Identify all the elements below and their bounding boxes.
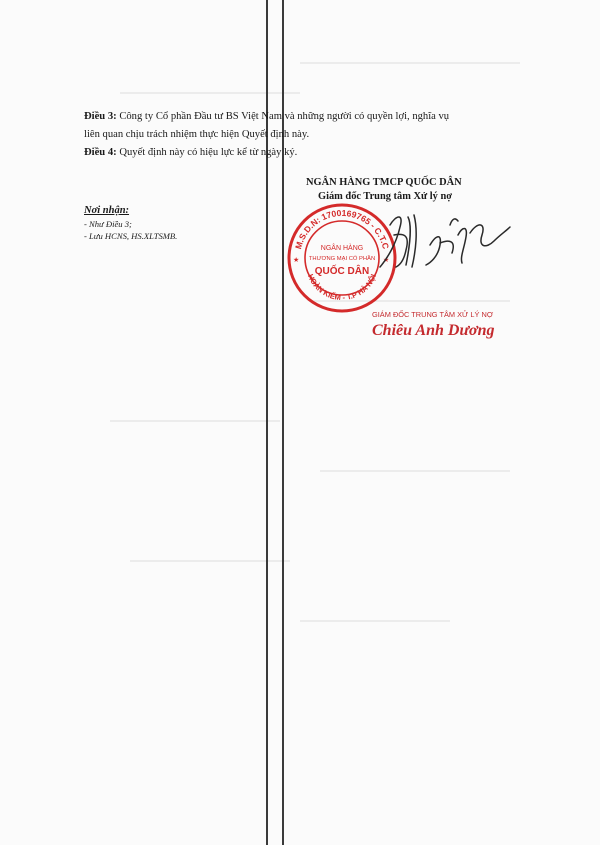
signer-name: Chiêu Anh Dương [372,322,495,339]
svg-text:QUỐC DÂN: QUỐC DÂN [314,266,370,277]
recipients-title: Nơi nhận: [84,205,130,216]
svg-text:★: ★ [383,256,390,264]
fold-line-right [282,0,284,845]
show-through-line [110,420,280,422]
svg-text:HOÀN KIẾM - T.P HÀ NỘI: HOÀN KIẾM - T.P HÀ NỘI [305,272,379,303]
article-4-label: Điều 4: [84,147,117,158]
article-3-line-1 [84,110,449,124]
article-4 [84,146,297,160]
svg-text:★: ★ [293,256,300,264]
signer-title: GIÁM ĐỐC TRUNG TÂM XỬ LÝ NỢ [372,310,494,319]
show-through-line [300,62,520,64]
article-3-text: Công ty Cổ phần Đầu tư BS Việt Nam và những người có quyền lợi, nghĩa vụ [116,111,450,122]
article-4-text: Quyết định này có hiệu lực kể từ ngày ký. [116,147,298,158]
organization-name: NGÂN HÀNG TMCP QUỐC DÂN [306,177,462,188]
signer-role: Giám đốc Trung tâm Xử lý nợ [318,191,452,202]
svg-text:THƯƠNG MẠI CỔ PHẦN: THƯƠNG MẠI CỔ PHẦN [308,256,376,262]
show-through-line [120,92,300,94]
svg-text:NGÂN HÀNG: NGÂN HÀNG [320,245,364,252]
article-3-label: Điều 3: [84,111,117,122]
recipient-item: - Như Điều 3; [84,219,132,229]
fold-line-left [266,0,268,845]
handwritten-signature [360,205,525,285]
show-through-line [300,620,450,622]
show-through-line [320,470,510,472]
recipient-item: - Lưu HCNS, HS.XLTSMB. [84,231,178,241]
svg-text:M.S.D.N: 1700169765 - C.T.C: M.S.D.N: 1700169765 - C.T.C [293,207,391,251]
article-3-line-2: liên quan chịu trách nhiệm thực hiện Quyết định này. [84,129,310,140]
